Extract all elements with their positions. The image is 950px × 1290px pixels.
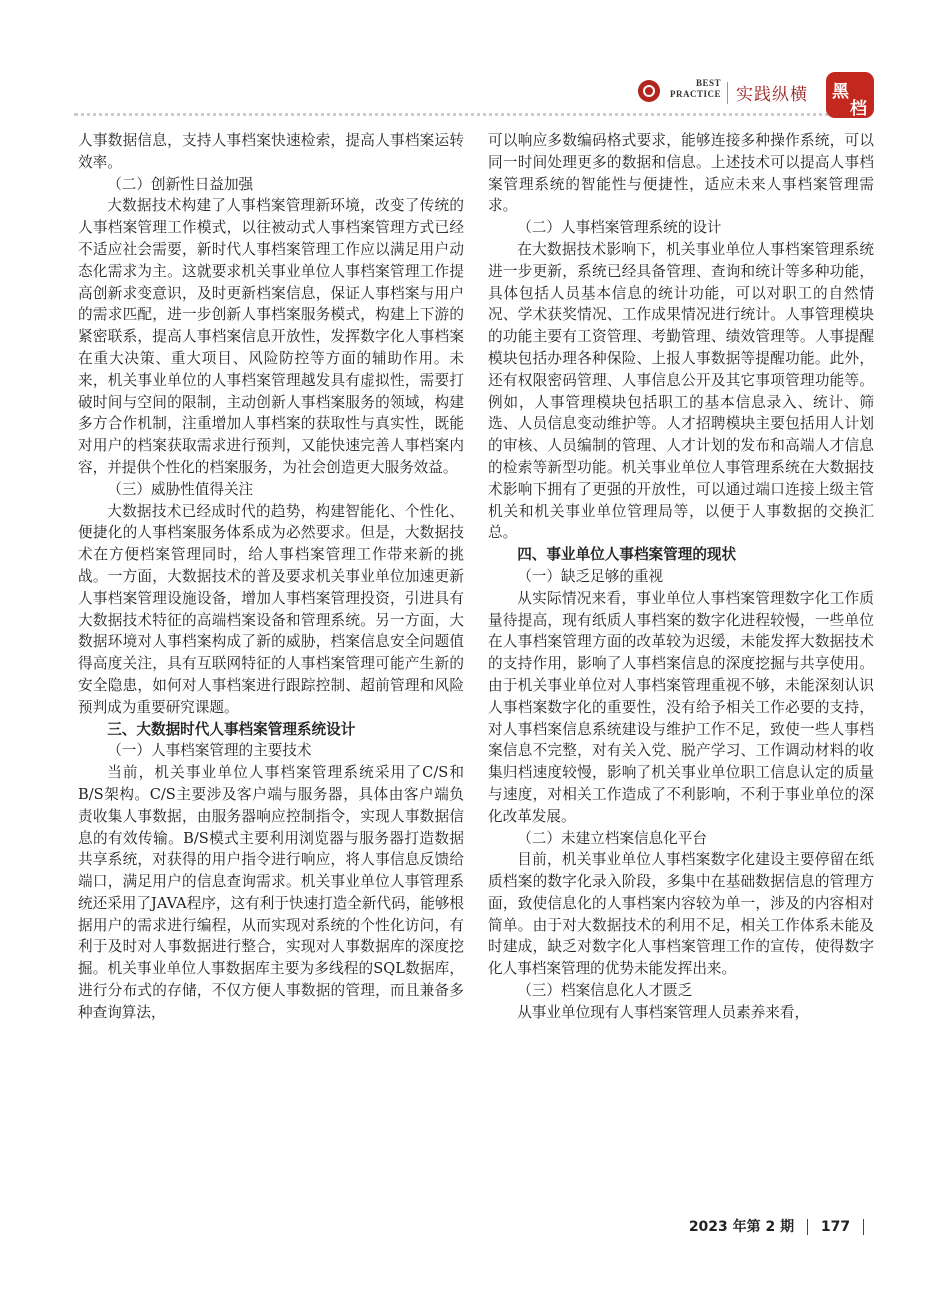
paragraph: 当前，机关事业单位人事档案管理系统采用了C/S和B/S架构。C/S主要涉及客户端与服务器，具体由客户端负责收集人事数据，由服务器响应控制指令，实现人事数据信息的有效传输。B/S模式主要利用浏览器与服务器打造数据共享系统，对获得的用户指令进行响应，将人事信息反馈给端口，满足用户的信息查询需求。机关事业单位人事管理系统还采用了JAVA程序，这有利于快速打造全新代码，能够根据用户的需求进行编程，从而实现对系统的个性化访问，有利于及时对人事数据进行整合，实现对人事数据库的深度挖掘。机关事业单位人事数据库主要为多线程的SQL数据库，进行分布式的存储，不仅方便人事数据的管理，而且兼备多种查询算法，	[78, 764, 465, 1021]
section-heading: 三、大数据时代人事档案管理系统设计	[107, 720, 356, 738]
best-practice-label	[670, 78, 721, 100]
paragraph: 可以响应多数编码格式要求，能够连接多种操作系统，可以同一时间处理更多的数据和信息。上述技术可以提高人事档案管理系统的智能性与便捷性，适应未来人事档案管理需求。	[488, 132, 874, 215]
issue-label: 2023 年第 2 期	[688, 1219, 795, 1235]
page-header	[0, 70, 950, 126]
subheading: （三）威胁性值得关注	[107, 480, 254, 498]
footer-divider-end	[863, 1219, 864, 1235]
section-heading: 四、事业单位人事档案管理的现状	[517, 546, 737, 564]
best-line2: PRACTICE	[670, 89, 722, 99]
footer-divider	[807, 1219, 808, 1235]
left-column	[78, 130, 464, 1024]
subheading: （二）创新性日益加强	[107, 175, 254, 193]
subheading: （二）未建立档案信息化平台	[517, 829, 707, 847]
paragraph: 大数据技术已经成时代的趋势，构建智能化、个性化、便捷化的人事档案服务体系成为必然要求。但是，大数据技术在方便档案管理同时，给人事档案管理工作带来新的挑战。一方面，大数据技术的普及要求机关事业单位加速更新人事档案管理设施设备，增加人事档案管理投资，引进具有大数据技术特征的高端档案设备和管理系统。另一方面，大数据环境对人事档案构成了新的威胁，档案信息安全问题值得高度关注，具有互联网特征的人事档案管理可能产生新的安全隐患，如何对人事档案进行跟踪控制、超前管理和风险预判成为重要研究课题。	[78, 502, 464, 716]
page-number: 177	[820, 1219, 851, 1235]
best-line1: BEST	[696, 78, 722, 88]
section-title: 实践纵横	[736, 85, 808, 105]
logo-char-small: 档	[850, 99, 867, 119]
publication-emblem-icon	[638, 80, 660, 102]
subheading: （一）人事档案管理的主要技术	[107, 742, 312, 760]
journal-logo	[826, 72, 874, 118]
header-dotted-rule	[74, 113, 854, 116]
paragraph: 人事数据信息，支持人事档案快速检索，提高人事档案运转效率。	[78, 132, 464, 171]
paragraph: 大数据技术构建了人事档案管理新环境，改变了传统的人事档案管理工作模式，以往被动式人事档案管理方式已经不适应社会需要，新时代人事档案管理工作应以满足用户动态化需求为主。这就要求机关事业单位人事档案管理工作提高创新求变意识，及时更新档案信息，保证人事档案与用户的需求匹配，进一步创新人事档案服务模式，构建上下游的紧密联系，提高人事档案信息开放性，发挥数字化人事档案在重大决策、重大项目、风险防控等方面的辅助作用。未来，机关事业单位的人事档案管理越发具有虚拟性，需要打破时间与空间的限制，主动创新人事档案服务的领域，构建多方合作机制，注重增加人事档案的获取性与真实性，既能对用户的档案获取需求进行预判，又能快速完善人事档案内容，并提供个性化的档案服务，为社会创造更大服务效益。	[78, 197, 464, 476]
page-footer	[689, 1216, 872, 1236]
paragraph: 目前，机关事业单位人事档案数字化建设主要停留在纸质档案的数字化录入阶段，多集中在基础数据信息的管理方面，致使信息化的人事档案内容较为单一，涉及的内容相对简单。由于对大数据技术的利用不足，相关工作体系未能及时建成，缺乏对数字化人事档案管理工作的宣传，使得数字化人事档案管理的优势未能发挥出来。	[488, 851, 874, 978]
paragraph: 在大数据技术影响下，机关事业单位人事档案管理系统进一步更新，系统已经具备管理、查询和统计等多种功能，具体包括人员基本信息的统计功能，可以对职工的自然情况、学术获奖情况、工作成果情况进行统计。人事管理模块的功能主要有工资管理、考勤管理、绩效管理等。人事提醒模块包括办理各种保险、上报人事数据等提醒功能。此外，还有权限密码管理、人事信息公开及其它事项管理功能等。例如，人事管理模块包括职工的基本信息录入、统计、筛选、人员信息变动维护等。人才招聘模块主要包括用人计划的审核、人员编制的管理、人才计划的发布和高端人才信息的检索等新型功能。机关事业单位人事管理系统在大数据技术影响下拥有了更强的开放性，可以通过端口连接上级主管机关和机关事业单位管理局等，以便于人事数据的交换汇总。	[488, 240, 874, 542]
header-divider	[727, 82, 728, 104]
paragraph: 从事业单位现有人事档案管理人员素养来看，	[517, 1003, 810, 1021]
paragraph: 从实际情况来看，事业单位人事档案管理数字化工作质量待提高，现有纸质人事档案的数字化进程较慢，一些单位在人事档案管理方面的改革较为迟缓，未能发挥大数据技术的支持作用，影响了人事档案信息的深度挖掘与共享使用。由于机关事业单位对人事档案管理重视不够，未能深刻认识人事档案数字化的重要性，没有给予相关工作必要的支持，对人事档案信息系统建设与维护工作不足，致使一些人事档案信息不完整，对有关入党、脱产学习、工作调动材料的收集归档速度较慢，影响了机关事业单位职工信息认定的质量与速度，对相关工作造成了不利影响，不利于事业单位的深化改革发展。	[488, 589, 874, 825]
right-column	[488, 130, 874, 1024]
logo-char-main: 黑	[832, 82, 849, 102]
subheading: （三）档案信息化人才匮乏	[517, 982, 693, 1000]
subheading: （一）缺乏足够的重视	[517, 567, 664, 585]
subheading: （二）人事档案管理系统的设计	[517, 219, 722, 237]
